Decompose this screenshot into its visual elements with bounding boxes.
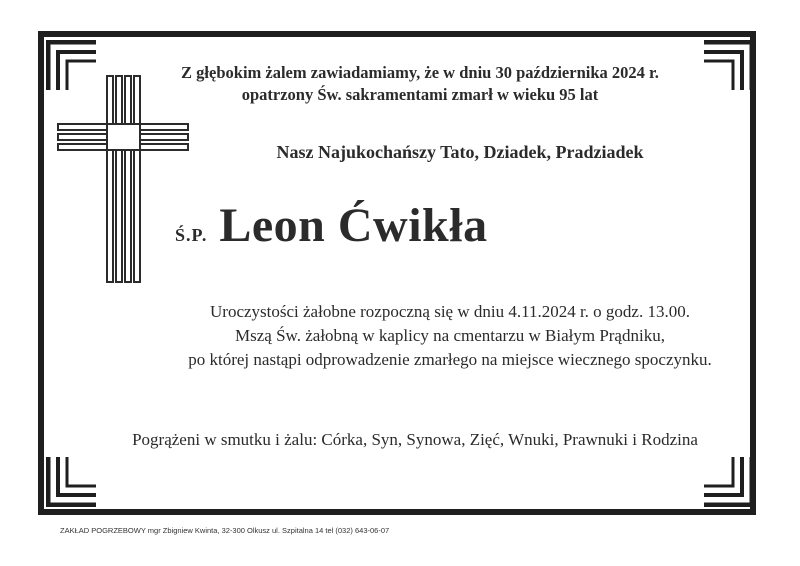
name-prefix: Ś.P. <box>175 225 208 245</box>
corner-ornament-bottom-right <box>702 455 754 507</box>
deceased-name: Leon Ćwikła <box>219 199 488 252</box>
intro-line-1: Z głębokim żalem zawiadamiamy, że w dniu 30 października 2024 r. <box>181 63 659 82</box>
cross-icon <box>56 74 192 291</box>
ceremony-line-3: po której nastąpi odprowadzenie zmarłego na miejsce wiecznego spoczynku. <box>188 350 712 369</box>
ceremony-line-2: Mszą Św. żałobną w kaplicy na cmentarzu w Białym Prądniku, <box>235 326 665 345</box>
corner-ornament-bottom-left <box>46 455 98 507</box>
deceased-name-row <box>175 198 488 253</box>
ceremony-line-1: Uroczystości żałobne rozpoczną się w dniu 4.11.2024 r. o godz. 13.00. <box>210 302 690 321</box>
relation-line: Nasz Najukochańszy Tato, Dziadek, Pradziadek <box>276 142 644 162</box>
intro-line-2: opatrzony Św. sakramentami zmarł w wieku 95 lat <box>241 85 599 104</box>
funeral-home-footer: ZAKŁAD POGRZEBOWY mgr Zbigniew Kwinta, 32-300 Olkusz ul. Szpitalna 14 tel (032) 643-06-07 <box>60 526 390 535</box>
mourners-line: Pogrążeni w smutku i żalu: Córka, Syn, Synowa, Zięć, Wnuki, Prawnuki i Rodzina <box>132 430 698 449</box>
